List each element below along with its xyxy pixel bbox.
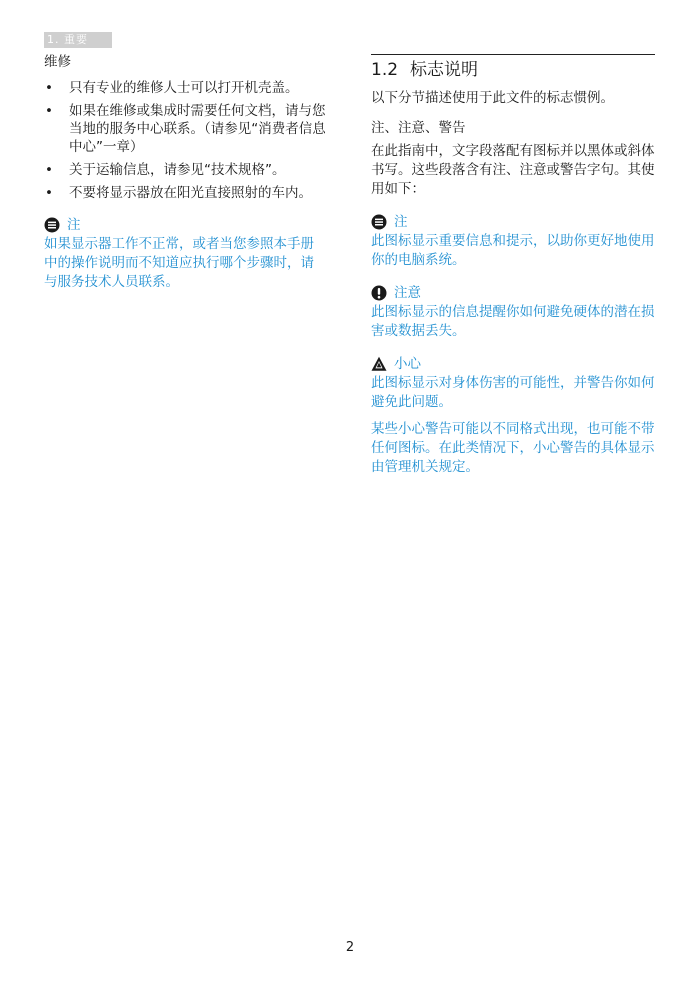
list-item bbox=[44, 102, 326, 156]
bullet-dot: • bbox=[45, 80, 53, 96]
notice-label: 注意 bbox=[394, 285, 421, 301]
notice-label: 注 bbox=[394, 214, 408, 230]
exclamation-icon bbox=[371, 285, 387, 301]
intro-paragraph: 以下分节描述使用于此文件的标志惯例。 bbox=[371, 90, 614, 106]
bullet-dot: • bbox=[45, 162, 53, 178]
notice-body: 某些小心警告可能以不同格式出现，也可能不带任何图标。在此类情况下，小心警告的具体显示由管理机关规定。 bbox=[371, 421, 655, 475]
sub-heading: 注、注意、警告 bbox=[371, 120, 466, 136]
notice-heading-warning bbox=[371, 355, 655, 373]
left-note-heading bbox=[44, 216, 326, 234]
notice-body: 此图标显示的信息提醒你如何避免硬体的潜在损害或数据丢失。 bbox=[371, 304, 655, 339]
notice-heading-caution bbox=[371, 284, 655, 302]
notice-label: 小心 bbox=[394, 356, 421, 372]
right-column bbox=[371, 52, 655, 477]
notice-body: 此图标显示重要信息和提示，以助你更好地使用你的电脑系统。 bbox=[371, 233, 655, 268]
section-number: 1.2 bbox=[371, 60, 399, 80]
list-item-text: 不要将显示器放在阳光直接照射的车内。 bbox=[69, 185, 312, 201]
chapter-tab: 1. 重要 bbox=[44, 32, 112, 48]
section-rule bbox=[371, 54, 655, 55]
list-item-text: 关于运输信息，请参见“技术规格”。 bbox=[69, 162, 286, 178]
list-item bbox=[44, 79, 326, 97]
page-number: 2 bbox=[345, 940, 355, 955]
notice-body: 此图标显示对身体伤害的可能性，并警告你如何避免此问题。 bbox=[371, 375, 655, 410]
bullet-dot: • bbox=[45, 185, 53, 201]
maintenance-list bbox=[44, 79, 326, 202]
note-icon bbox=[44, 217, 60, 233]
section-title-text: 标志说明 bbox=[410, 60, 479, 80]
list-item bbox=[44, 161, 326, 179]
left-note-body: 如果显示器工作不正常，或者当您参照本手册中的操作说明而不知道应执行哪个步骤时，请与服务技术人员联系。 bbox=[44, 236, 314, 290]
list-item-text: 如果在维修或集成时需要任何文档，请与您当地的服务中心联系。（请参见“消费者信息中心”一章） bbox=[69, 103, 326, 155]
left-column bbox=[44, 52, 326, 292]
list-item-text: 只有专业的维修人士可以打开机壳盖。 bbox=[69, 80, 299, 96]
list-item bbox=[44, 184, 326, 202]
section-title bbox=[371, 59, 655, 81]
note-icon bbox=[371, 214, 387, 230]
bullet-dot: • bbox=[45, 103, 53, 119]
maintenance-heading: 维修 bbox=[44, 54, 71, 70]
warning-triangle-icon bbox=[371, 356, 387, 372]
notice-heading-note bbox=[371, 213, 655, 231]
note-label: 注 bbox=[67, 217, 81, 233]
sub-paragraph: 在此指南中，文字段落配有图标并以黑体或斜体书写。这些段落含有注、注意或警告字句。其使用如下： bbox=[371, 143, 655, 197]
